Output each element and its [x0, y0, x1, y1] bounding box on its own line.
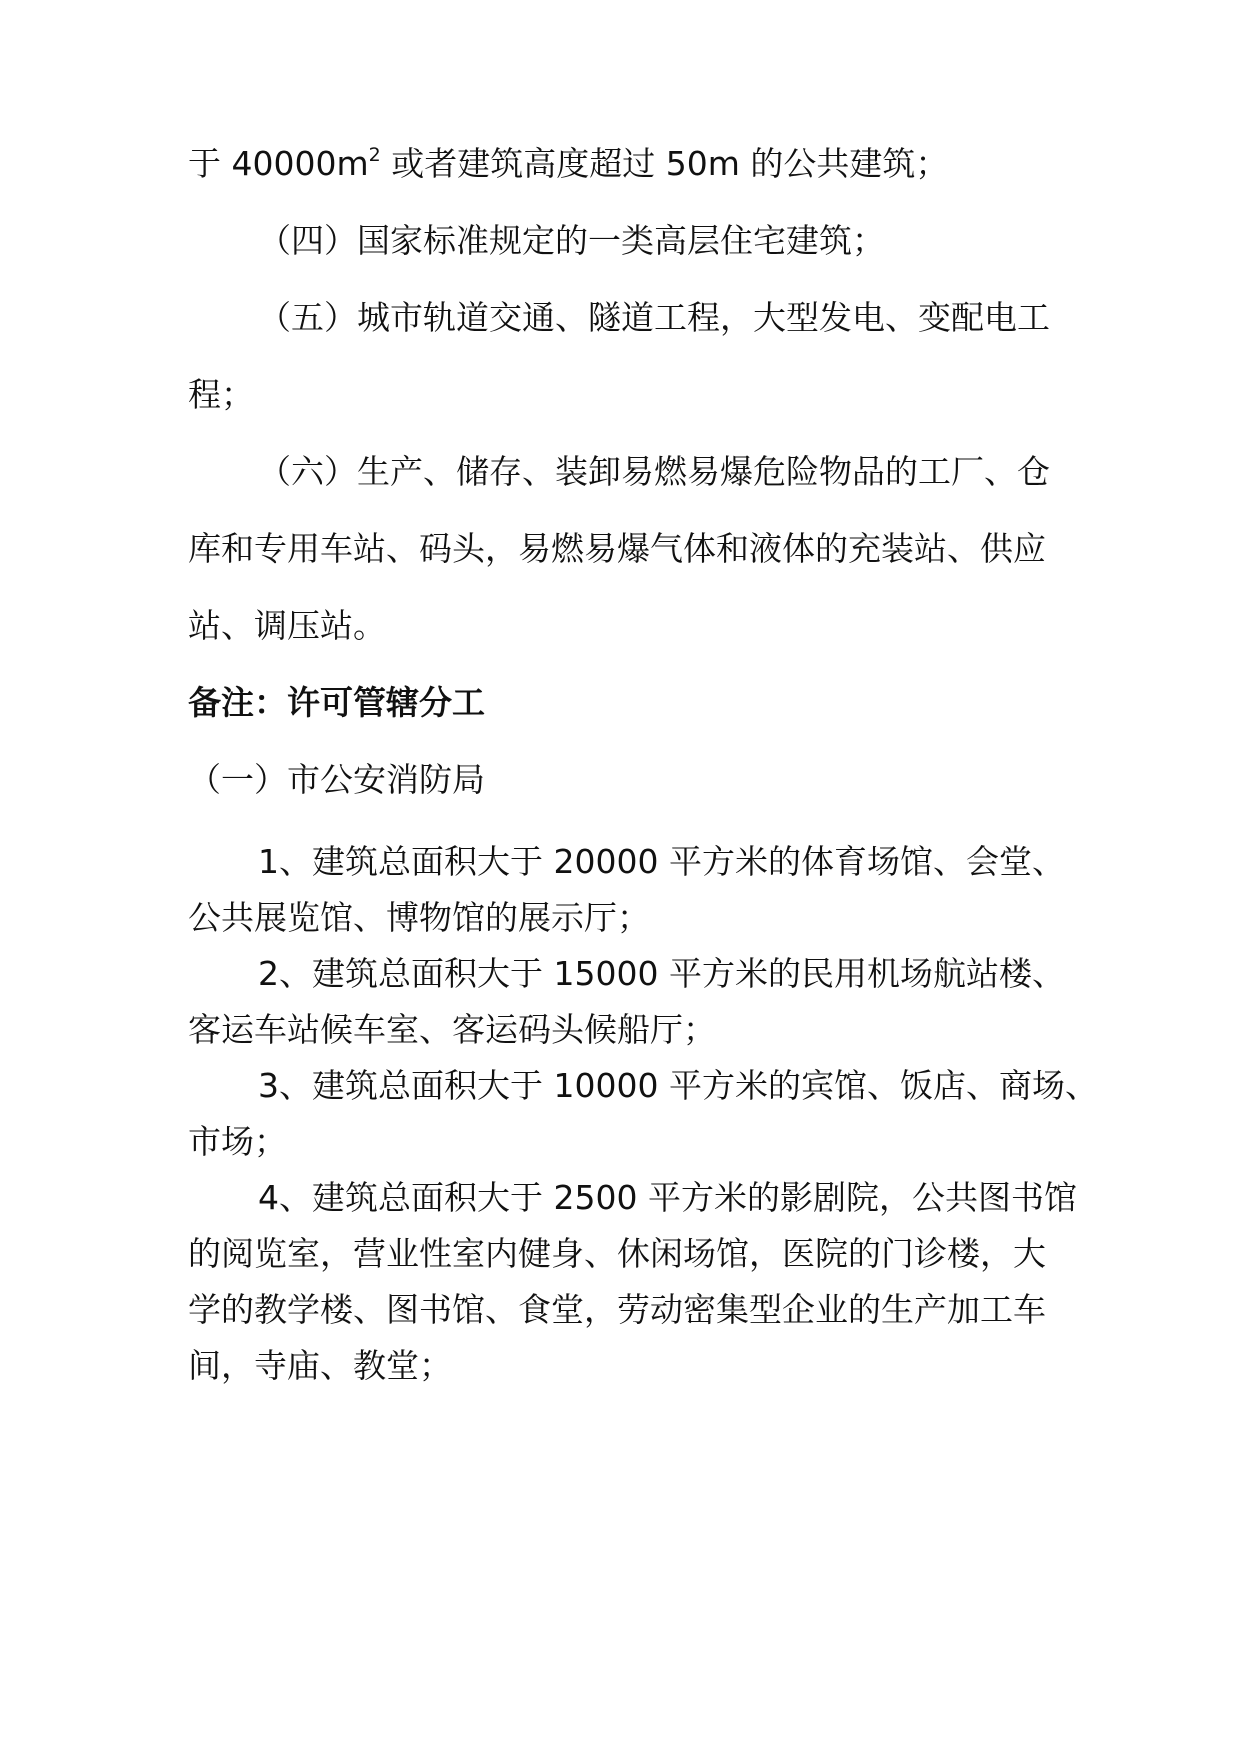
list-item-4: （四）国家标准规定的一类高层住宅建筑； — [258, 221, 885, 260]
list-item-6-cont: 站、调压站。 — [188, 606, 386, 645]
numbered-item-4-cont: 间，寺庙、教堂； — [188, 1346, 452, 1385]
text-line-1 — [188, 142, 1068, 186]
text-fragment: 或者建筑高度超过 50m 的公共建筑； — [380, 144, 949, 183]
list-item-5: （五）城市轨道交通、隧道工程，大型发电、变配电工 — [258, 298, 1050, 337]
numbered-item-4-cont: 学的教学楼、图书馆、食堂，劳动密集型企业的生产加工车 — [188, 1290, 1046, 1329]
numbered-item-3-cont: 市场； — [188, 1122, 287, 1161]
superscript: 2 — [368, 144, 381, 166]
numbered-item-2-cont: 客运车站候车室、客运码头候船厅； — [188, 1010, 716, 1049]
section-heading: 备注：许可管辖分工 — [188, 683, 485, 722]
list-item-5-cont: 程； — [188, 375, 254, 414]
list-item-6: （六）生产、储存、装卸易燃易爆危险物品的工厂、仓 — [258, 452, 1050, 491]
numbered-item-4-cont: 的阅览室，营业性室内健身、休闲场馆，医院的门诊楼，大 — [188, 1234, 1046, 1273]
list-item-6-cont: 库和专用车站、码头，易燃易爆气体和液体的充装站、供应 — [188, 529, 1046, 568]
subsection-heading: （一）市公安消防局 — [188, 760, 485, 799]
numbered-item-4: 4、建筑总面积大于 2500 平方米的影剧院，公共图书馆 — [258, 1178, 1077, 1217]
numbered-item-1: 1、建筑总面积大于 20000 平方米的体育场馆、会堂、 — [258, 842, 1065, 881]
numbered-item-3: 3、建筑总面积大于 10000 平方米的宾馆、饭店、商场、 — [258, 1066, 1098, 1105]
numbered-item-1-cont: 公共展览馆、博物馆的展示厅； — [188, 898, 650, 937]
text-fragment: 于 40000m — [188, 144, 369, 183]
numbered-item-2: 2、建筑总面积大于 15000 平方米的民用机场航站楼、 — [258, 954, 1065, 993]
